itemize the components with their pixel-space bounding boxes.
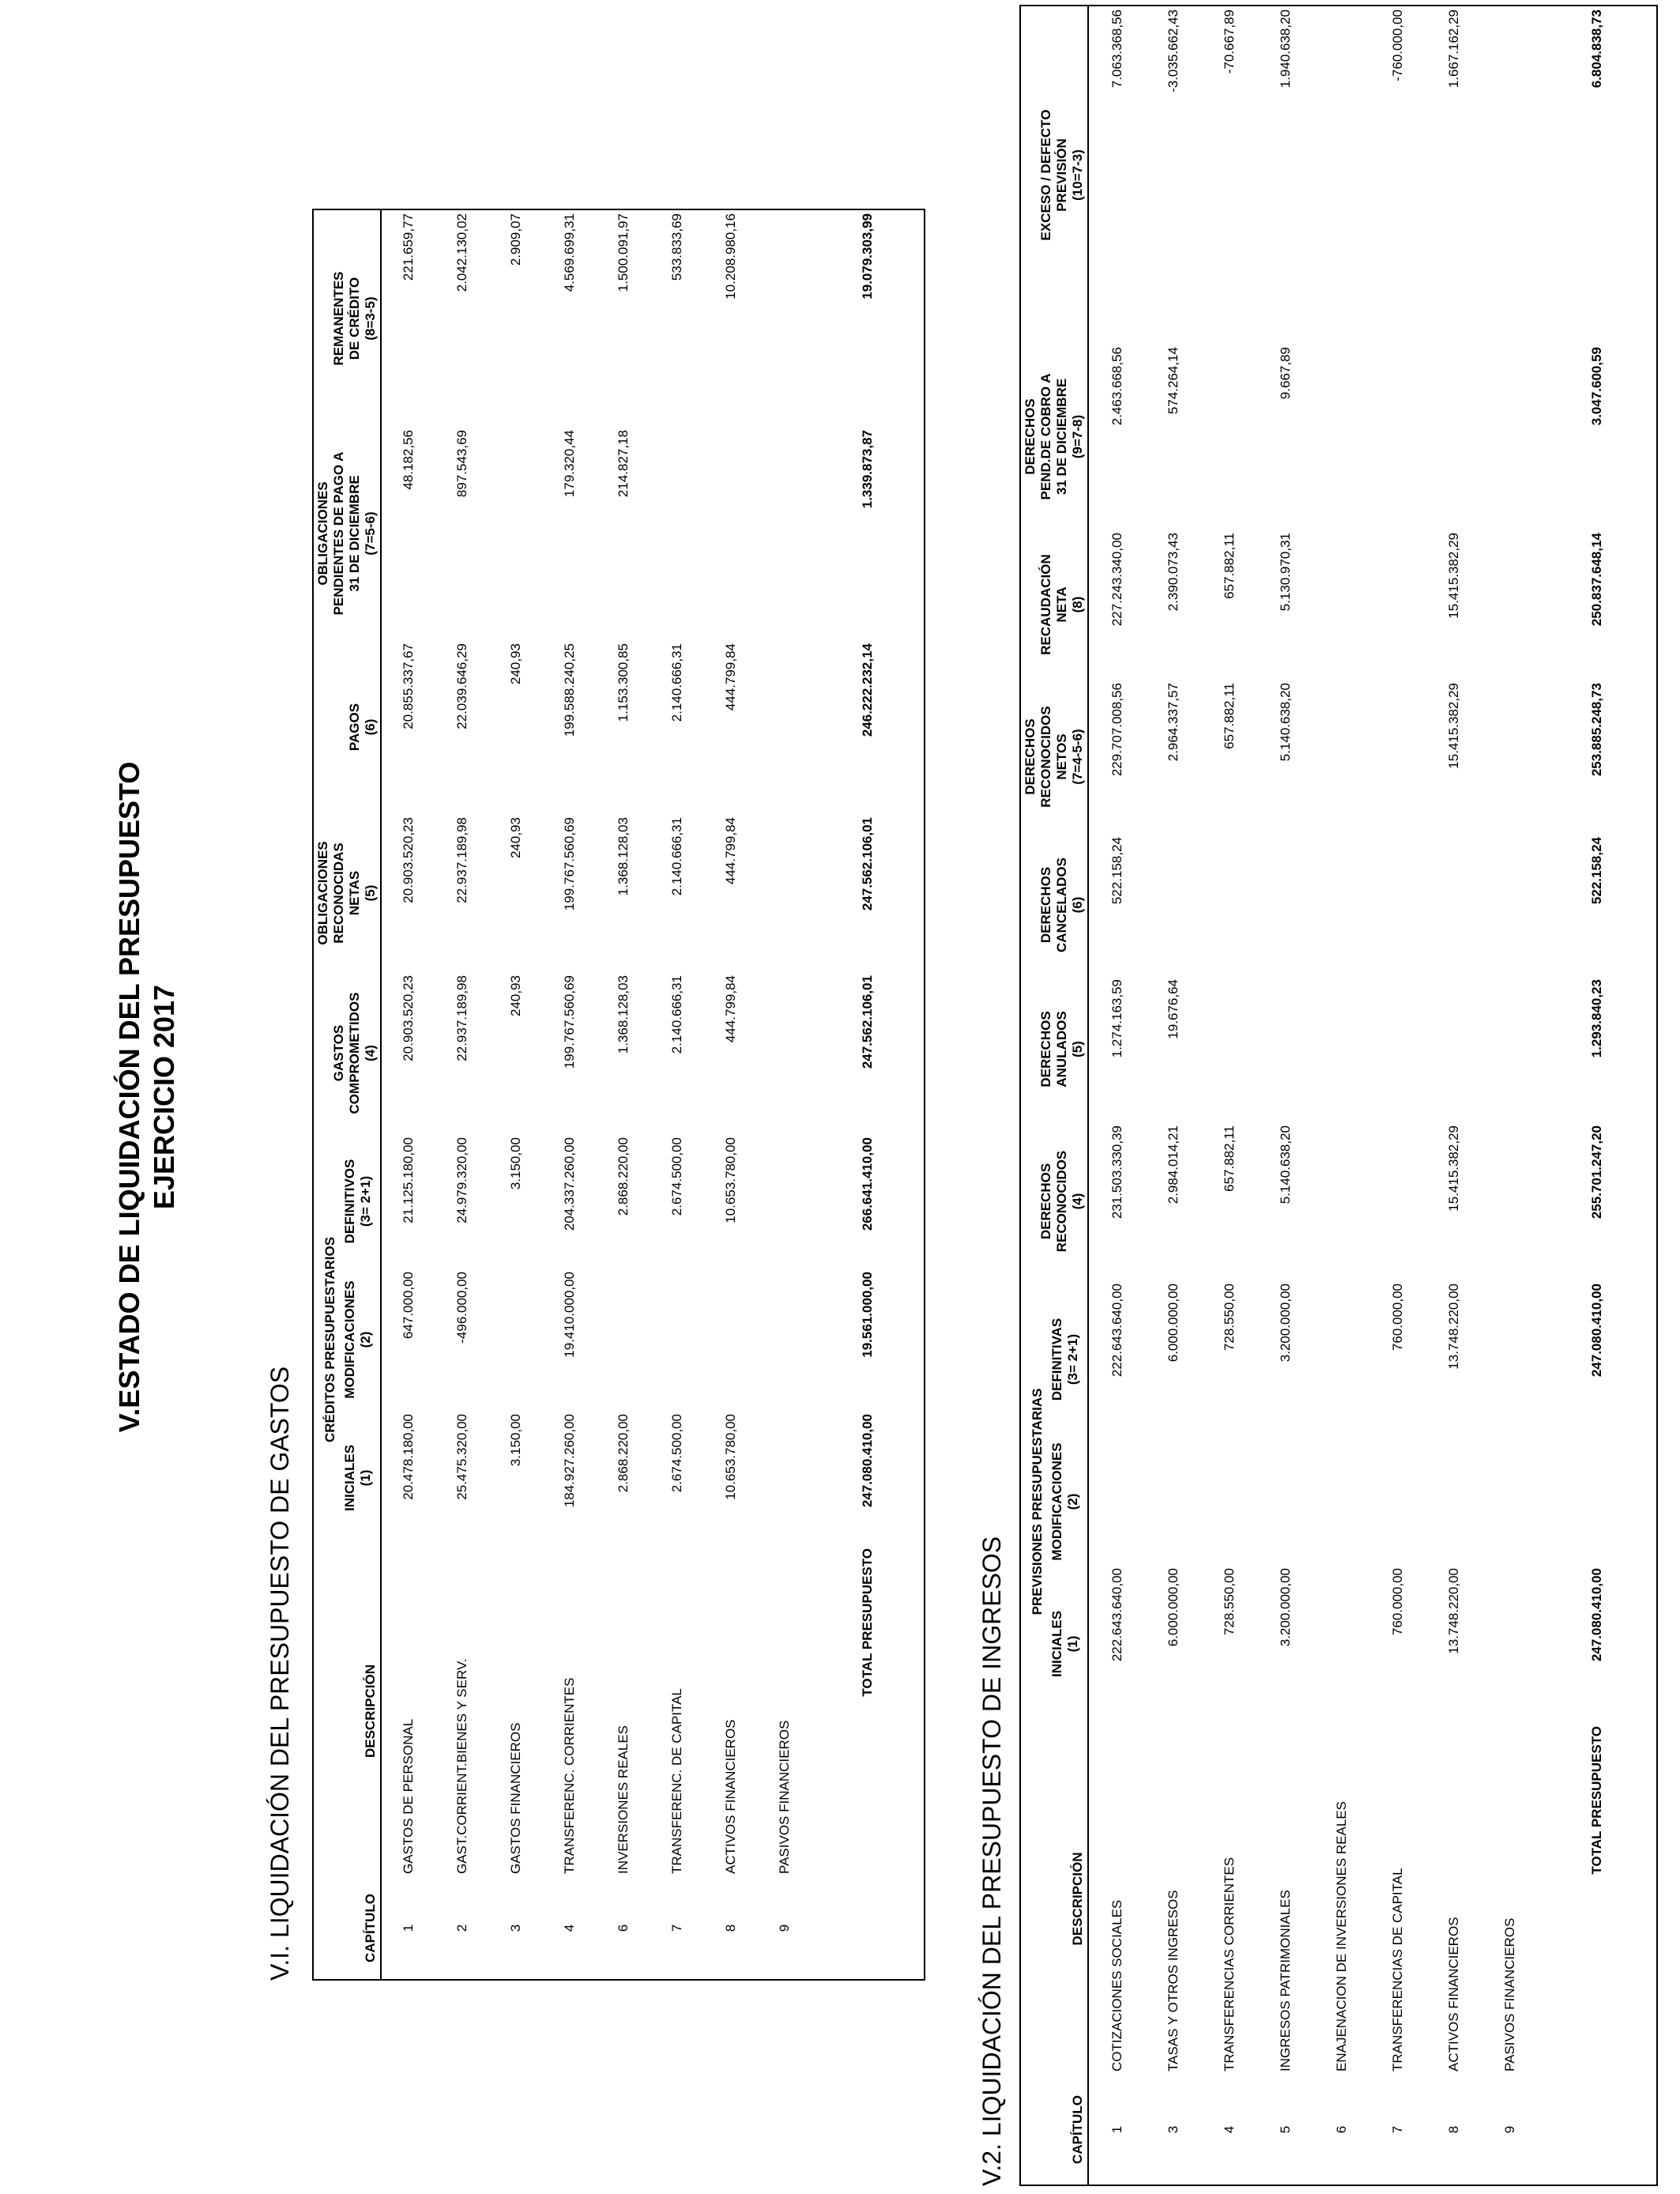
cell-comprometidos: 1.368.128,03 [616, 974, 631, 1054]
cell-capitulo: 5 [1277, 2125, 1293, 2134]
cell-exceso [1482, 6, 1538, 344]
cell-anulados [1482, 976, 1538, 1122]
cell-modificaciones [1257, 1438, 1313, 1565]
cell-pagos: 240,93 [508, 643, 523, 684]
header-iniciales: INICIALES (1) [1049, 1610, 1080, 1678]
cell-modificaciones [1426, 1438, 1482, 1565]
cell-iniciales: 760.000,00 [1389, 1568, 1405, 1636]
cell-definitivos: 3.150,00 [508, 1137, 523, 1190]
total-label: TOTAL PRESUPUESTO [860, 1548, 875, 1697]
table-row [435, 209, 489, 1980]
cell-reconocidos: 2.984.014,21 [1165, 1125, 1181, 1204]
cell-iniciales: 2.868.220,00 [616, 1414, 631, 1493]
cell-anulados [1201, 976, 1257, 1122]
cell-remanentes: 533.833,69 [669, 213, 684, 281]
table-row [1313, 6, 1369, 2185]
cell-pendientes [650, 427, 704, 640]
cell-pendientes: 9.667,89 [1277, 346, 1293, 400]
cell-iniciales: 6.000.000,00 [1165, 1568, 1181, 1647]
table-row [1482, 6, 1538, 2185]
cell-pagos: 2.140.666,31 [669, 643, 684, 722]
cell-reconocidos: 657.882,11 [1221, 1125, 1237, 1192]
document-title: V.ESTADO DE LIQUIDACIÓN DEL PRESUPUESTO [113, 761, 145, 1433]
cell-pendientes [758, 427, 812, 640]
cell-exceso: 1.667.162,29 [1445, 9, 1461, 89]
cell-anulados: 1.274.163,59 [1109, 978, 1124, 1058]
cell-exceso: 1.940.638,20 [1277, 9, 1293, 89]
cell-pendientes: 214.827,18 [616, 429, 631, 498]
cell-pendientes [1313, 344, 1369, 530]
cell-modificaciones [1482, 1438, 1538, 1565]
cell-recaudacion: 657.882,11 [1221, 532, 1237, 599]
header-obligaciones: OBLIGACIONES RECONOCIDAS NETAS (5) [315, 841, 378, 945]
cell-iniciales: 13.748.220,00 [1445, 1568, 1461, 1654]
header-definitivas: DEFINITIVAS (3= 2+1) [1049, 1318, 1080, 1401]
total-comprometidos: 247.562.106,01 [860, 974, 875, 1069]
cell-exceso: -760.000,00 [1389, 9, 1405, 81]
table-row [650, 209, 704, 1980]
cell-capitulo: 6 [616, 1924, 631, 1932]
cell-definitivos: 10.653.780,00 [723, 1137, 738, 1223]
cell-definitivos: 2.868.220,00 [616, 1137, 631, 1216]
cell-descripcion: TASAS Y OTROS INGRESOS [1165, 1890, 1181, 2071]
cell-pendientes: 574.264,14 [1165, 346, 1181, 415]
cell-definitivas: 6.000.000,00 [1165, 1283, 1181, 1363]
cell-iniciales: 728.550,00 [1221, 1568, 1237, 1636]
cell-reconocidos [1482, 1122, 1538, 1280]
header-capitulo: CAPÍTULO [363, 1894, 378, 1962]
table-row [758, 209, 812, 1980]
cell-descripcion: ACTIVOS FINANCIEROS [723, 1719, 738, 1874]
cell-recaudacion [1369, 530, 1426, 680]
cell-cancelados [1313, 834, 1369, 976]
cell-obligaciones: 444.799,84 [723, 816, 738, 885]
table-row [381, 209, 435, 1980]
cell-recaudacion: 2.390.073,43 [1165, 532, 1181, 612]
cell-comprometidos: 2.140.666,31 [669, 974, 684, 1054]
total-cancelados: 522.158,24 [1589, 836, 1604, 905]
total-label: TOTAL PRESUPUESTO [1589, 1726, 1604, 1875]
cell-cancelados [1145, 834, 1201, 976]
cell-anulados [1426, 976, 1482, 1122]
table-row [489, 209, 543, 1980]
cell-netos: 229.707.008,56 [1109, 682, 1124, 777]
cell-obligaciones: 240,93 [508, 816, 523, 858]
cell-descripcion: PASIVOS FINANCIEROS [1501, 1917, 1517, 2071]
total-obligaciones: 247.562.106,01 [860, 816, 875, 911]
cell-iniciales: 20.478.180,00 [401, 1414, 416, 1500]
cell-definitivas: 222.643.640,00 [1109, 1283, 1124, 1378]
cell-modificaciones [1201, 1438, 1257, 1565]
cell-cancelados [1482, 834, 1538, 976]
total-iniciales: 247.080.410,00 [1589, 1568, 1604, 1662]
cell-pagos: 444.799,84 [723, 643, 738, 711]
cell-reconocidos: 231.503.330,39 [1109, 1125, 1124, 1220]
header-recaudacion: RECAUDACIÓN NETA (8) [1038, 554, 1085, 655]
cell-empty [1538, 2075, 1657, 2185]
cell-modificaciones [758, 1269, 812, 1411]
cell-definitivas: 3.200.000,00 [1277, 1283, 1293, 1363]
gastos-table [312, 209, 925, 1981]
cell-capitulo: 7 [669, 1924, 684, 1932]
cell-iniciales: 10.653.780,00 [723, 1414, 738, 1500]
cell-pagos: 22.039.646,29 [454, 643, 469, 729]
cell-pagos: 1.153.300,85 [616, 643, 631, 722]
total-definitivos: 266.641.410,00 [860, 1137, 875, 1231]
cell-definitivas [1313, 1280, 1369, 1438]
cell-reconocidos [1369, 1122, 1426, 1280]
total-iniciales: 247.080.410,00 [860, 1414, 875, 1508]
header-iniciales: INICIALES (1) [342, 1444, 373, 1512]
total-pagos: 246.222.232,14 [860, 643, 875, 737]
cell-comprometidos: 240,93 [508, 974, 523, 1016]
table-row [1088, 6, 1145, 2185]
cell-pendientes: 897.543,69 [454, 429, 469, 498]
cell-pendientes [1426, 344, 1482, 530]
cell-modificaciones [489, 1269, 543, 1411]
cell-netos: 2.964.337,57 [1165, 682, 1181, 762]
cell-descripcion: TRANSFERENC. CORRIENTES [562, 1677, 577, 1874]
cell-pagos: 199.588.240,25 [562, 643, 577, 737]
cell-iniciales: 3.150,00 [508, 1414, 523, 1467]
cell-netos: 657.882,11 [1221, 682, 1237, 749]
total-row [812, 209, 925, 1980]
cell-capitulo: 3 [508, 1924, 523, 1932]
cell-capitulo: 9 [777, 1924, 792, 1932]
cell-modificaciones: 647.000,00 [401, 1272, 416, 1340]
cell-recaudacion: 5.130.970,31 [1277, 532, 1293, 612]
total-netos: 253.885.248,73 [1589, 682, 1604, 777]
cell-obligaciones: 2.140.666,31 [669, 816, 684, 896]
cell-modificaciones [650, 1269, 704, 1411]
cell-remanentes: 221.659,77 [401, 213, 416, 281]
cell-descripcion: INVERSIONES REALES [616, 1725, 631, 1874]
header-pendientes: DERECHOS PEND.DE COBRO A 31 DE DICIEMBRE (9=7-8) [1023, 373, 1085, 500]
cell-netos [1482, 680, 1538, 834]
cell-modificaciones [1145, 1438, 1201, 1565]
cell-obligaciones [758, 814, 812, 972]
cell-definitivos: 21.125.180,00 [401, 1137, 416, 1223]
table-row [704, 209, 758, 1980]
table-row [1201, 6, 1257, 2185]
cell-obligaciones: 20.903.520,23 [401, 816, 416, 903]
cell-iniciales: 184.927.260,00 [562, 1414, 577, 1508]
cell-exceso: -70.667,89 [1221, 9, 1237, 74]
header-netos: DERECHOS RECONOCIDOS NETOS (7=4-5-6) [1023, 706, 1085, 808]
total-pendientes: 1.339.873,87 [860, 429, 875, 509]
cell-pendientes [1201, 344, 1257, 530]
cell-recaudacion [1313, 530, 1369, 680]
cell-anulados [1313, 976, 1369, 1122]
total-modificaciones [1538, 1438, 1657, 1565]
cell-descripcion: GASTOS FINANCIEROS [508, 1722, 523, 1874]
cell-capitulo: 1 [401, 1924, 416, 1932]
total-remanentes: 19.079.303,99 [860, 213, 875, 300]
cell-capitulo: 8 [1445, 2125, 1461, 2134]
cell-iniciales [758, 1411, 812, 1545]
total-reconocidos: 255.701.247,20 [1589, 1125, 1604, 1220]
total-anulados: 1.293.840,23 [1589, 978, 1604, 1058]
cell-exceso [1313, 6, 1369, 344]
table-row [597, 209, 650, 1980]
header-creditos-group: CRÉDITOS PRESUPUESTARIOS [322, 1236, 337, 1443]
header-previsiones-group: PREVISIONES PRESUPUESTARIAS [1029, 1388, 1045, 1615]
cell-modificaciones [704, 1269, 758, 1411]
table-row [1369, 6, 1426, 2185]
header-pagos: PAGOS (6) [347, 703, 378, 752]
cell-definitivas: 13.748.220,00 [1445, 1283, 1461, 1370]
cell-capitulo: 6 [1333, 2125, 1349, 2134]
cell-netos [1313, 680, 1369, 834]
cell-definitivas: 728.550,00 [1221, 1283, 1237, 1351]
cell-comprometidos [758, 972, 812, 1134]
cell-exceso: -3.035.662,43 [1165, 9, 1181, 92]
cell-modificaciones: 19.410.000,00 [562, 1272, 577, 1358]
cell-cancelados: 522.158,24 [1109, 836, 1124, 905]
cell-iniciales [1482, 1565, 1538, 1723]
table-row [1257, 6, 1313, 2185]
cell-definitivos [758, 1134, 812, 1269]
cell-descripcion: ENAJENACION DE INVERSIONES REALES [1333, 1801, 1349, 2071]
cell-descripcion: GASTOS DE PERSONAL [401, 1718, 416, 1874]
header-descripcion: DESCRIPCIÓN [1070, 1852, 1085, 1946]
header-remanentes: REMANENTES DE CRÉDITO (8=3-5) [331, 271, 378, 366]
header-descripcion: DESCRIPCIÓN [363, 1664, 378, 1759]
cell-descripcion: INGRESOS PATRIMONIALES [1277, 1890, 1293, 2071]
cell-pendientes [1482, 344, 1538, 530]
cell-anulados: 19.676,64 [1165, 978, 1181, 1039]
cell-definitivos: 204.337.260,00 [562, 1137, 577, 1231]
cell-reconocidos: 15.415.382,29 [1445, 1125, 1461, 1212]
cell-iniciales [1313, 1565, 1369, 1723]
table-row [543, 209, 597, 1980]
cell-capitulo: 2 [454, 1924, 469, 1932]
cell-anulados [1369, 976, 1426, 1122]
cell-cancelados [1426, 834, 1482, 976]
cell-descripcion: PASIVOS FINANCIEROS [777, 1720, 792, 1874]
cell-modificaciones: -496.000,00 [454, 1272, 469, 1344]
cell-pendientes [704, 427, 758, 640]
cell-definitivas: 760.000,00 [1389, 1283, 1405, 1351]
header-cancelados: DERECHOS CANCELADOS (6) [1038, 858, 1085, 952]
cell-recaudacion: 227.243.340,00 [1109, 532, 1124, 627]
table-row [1145, 6, 1201, 2185]
total-recaudacion: 250.837.648,14 [1589, 532, 1604, 627]
cell-descripcion: GAST.CORRIENT.BIENES Y SERV. [454, 1658, 469, 1874]
document-subtitle: EJERCICIO 2017 [148, 984, 180, 1210]
cell-anulados [1257, 976, 1313, 1122]
cell-pagos: 20.855.337,67 [401, 643, 416, 729]
cell-remanentes: 1.500.091,97 [616, 213, 631, 292]
cell-capitulo: 8 [723, 1924, 738, 1932]
header-anulados: DERECHOS ANULADOS (5) [1038, 1011, 1085, 1088]
cell-descripcion: COTIZACIONES SOCIALES [1109, 1899, 1124, 2071]
cell-modificaciones [597, 1269, 650, 1411]
cell-reconocidos: 5.140.638,20 [1277, 1125, 1293, 1204]
cell-capitulo: 4 [1221, 2125, 1237, 2134]
gastos-section-title: V.I. LIQUIDACIÓN DEL PRESUPUESTO DE GASTOS [266, 1366, 294, 1981]
cell-modificaciones [1088, 1438, 1145, 1565]
cell-pendientes [489, 427, 543, 640]
cell-obligaciones: 199.767.560,69 [562, 816, 577, 911]
total-modificaciones: 19.561.000,00 [860, 1272, 875, 1358]
cell-iniciales: 2.674.500,00 [669, 1414, 684, 1493]
cell-cancelados [1201, 834, 1257, 976]
cell-remanentes: 2.042.130,02 [454, 213, 469, 292]
cell-comprometidos: 22.937.189,98 [454, 974, 469, 1061]
cell-empty [812, 1877, 925, 1980]
cell-remanentes: 10.208.980,16 [723, 213, 738, 300]
cell-iniciales: 3.200.000,00 [1277, 1568, 1293, 1647]
header-modificaciones: MODIFICACIONES (2) [342, 1280, 373, 1399]
table-row [1426, 6, 1482, 2185]
cell-pendientes: 48.182,56 [401, 429, 416, 490]
cell-exceso: 7.063.368,56 [1109, 9, 1124, 89]
header-comprometidos: GASTOS COMPROMETIDOS (4) [331, 992, 378, 1114]
gastos-table-header [313, 209, 381, 1980]
header-modificaciones: MODIFICACIONES (2) [1049, 1442, 1080, 1561]
cell-netos: 5.140.638,20 [1277, 682, 1293, 762]
cell-capitulo: 3 [1165, 2125, 1181, 2134]
total-pendientes: 3.047.600,59 [1589, 346, 1604, 426]
cell-cancelados [1257, 834, 1313, 976]
cell-comprometidos: 199.767.560,69 [562, 974, 577, 1069]
cell-remanentes: 2.909,07 [508, 213, 523, 266]
cell-capitulo: 7 [1389, 2125, 1405, 2134]
cell-capitulo: 4 [562, 1924, 577, 1932]
cell-netos: 15.415.382,29 [1445, 682, 1461, 769]
cell-pendientes: 179.320,44 [562, 429, 577, 498]
cell-recaudacion: 15.415.382,29 [1445, 532, 1461, 619]
cell-iniciales: 222.643.640,00 [1109, 1568, 1124, 1662]
cell-descripcion: TRANSFERENCIAS CORRIENTES [1221, 1857, 1237, 2071]
cell-capitulo: 1 [1109, 2125, 1124, 2134]
cell-pendientes: 2.463.668,56 [1109, 346, 1124, 426]
cell-remanentes [758, 209, 812, 427]
cell-netos [1369, 680, 1426, 834]
ingresos-section-title: V.2. LIQUIDACIÓN DEL PRESUPUESTO DE INGRESOS [977, 1536, 1006, 2186]
cell-definitivos: 2.674.500,00 [669, 1137, 684, 1216]
cell-cancelados [1369, 834, 1426, 976]
header-definitivos: DEFINITIVOS (3= 2+1) [342, 1159, 373, 1244]
cell-definitivos: 24.979.320,00 [454, 1137, 469, 1223]
cell-pagos [758, 640, 812, 814]
cell-modificaciones [1313, 1438, 1369, 1565]
total-row [1538, 6, 1657, 2185]
cell-comprometidos: 444.799,84 [723, 974, 738, 1043]
cell-pendientes [1369, 344, 1426, 530]
cell-remanentes: 4.569.699,31 [562, 213, 577, 292]
header-reconocidos: DERECHOS RECONOCIDOS (4) [1038, 1150, 1085, 1253]
cell-recaudacion [1482, 530, 1538, 680]
cell-descripcion: TRANSFERENC. DE CAPITAL [669, 1688, 684, 1874]
cell-modificaciones [1369, 1438, 1426, 1565]
ingresos-table [1019, 5, 1658, 2186]
header-exceso: EXCESO / DEFECTO PREVISIÓN (10=7-3) [1038, 109, 1085, 241]
ingresos-table-header [1020, 6, 1088, 2185]
cell-definitivas [1482, 1280, 1538, 1438]
cell-descripcion: TRANSFERENCIAS DE CAPITAL [1389, 1868, 1405, 2071]
total-definitivas: 247.080.410,00 [1589, 1283, 1604, 1378]
cell-obligaciones: 1.368.128,03 [616, 816, 631, 896]
cell-comprometidos: 20.903.520,23 [401, 974, 416, 1061]
cell-descripcion: ACTIVOS FINANCIEROS [1445, 1917, 1461, 2071]
total-exceso: 6.804.838,73 [1589, 9, 1604, 89]
header-pendientes: OBLIGACIONES PENDIENTES DE PAGO A 31 DE DICIEMBRE (7=5-6) [315, 451, 378, 616]
cell-reconocidos [1313, 1122, 1369, 1280]
cell-obligaciones: 22.937.189,98 [454, 816, 469, 903]
header-capitulo: CAPÍTULO [1070, 2095, 1085, 2164]
cell-iniciales: 25.475.320,00 [454, 1414, 469, 1500]
cell-capitulo: 9 [1501, 2125, 1517, 2134]
